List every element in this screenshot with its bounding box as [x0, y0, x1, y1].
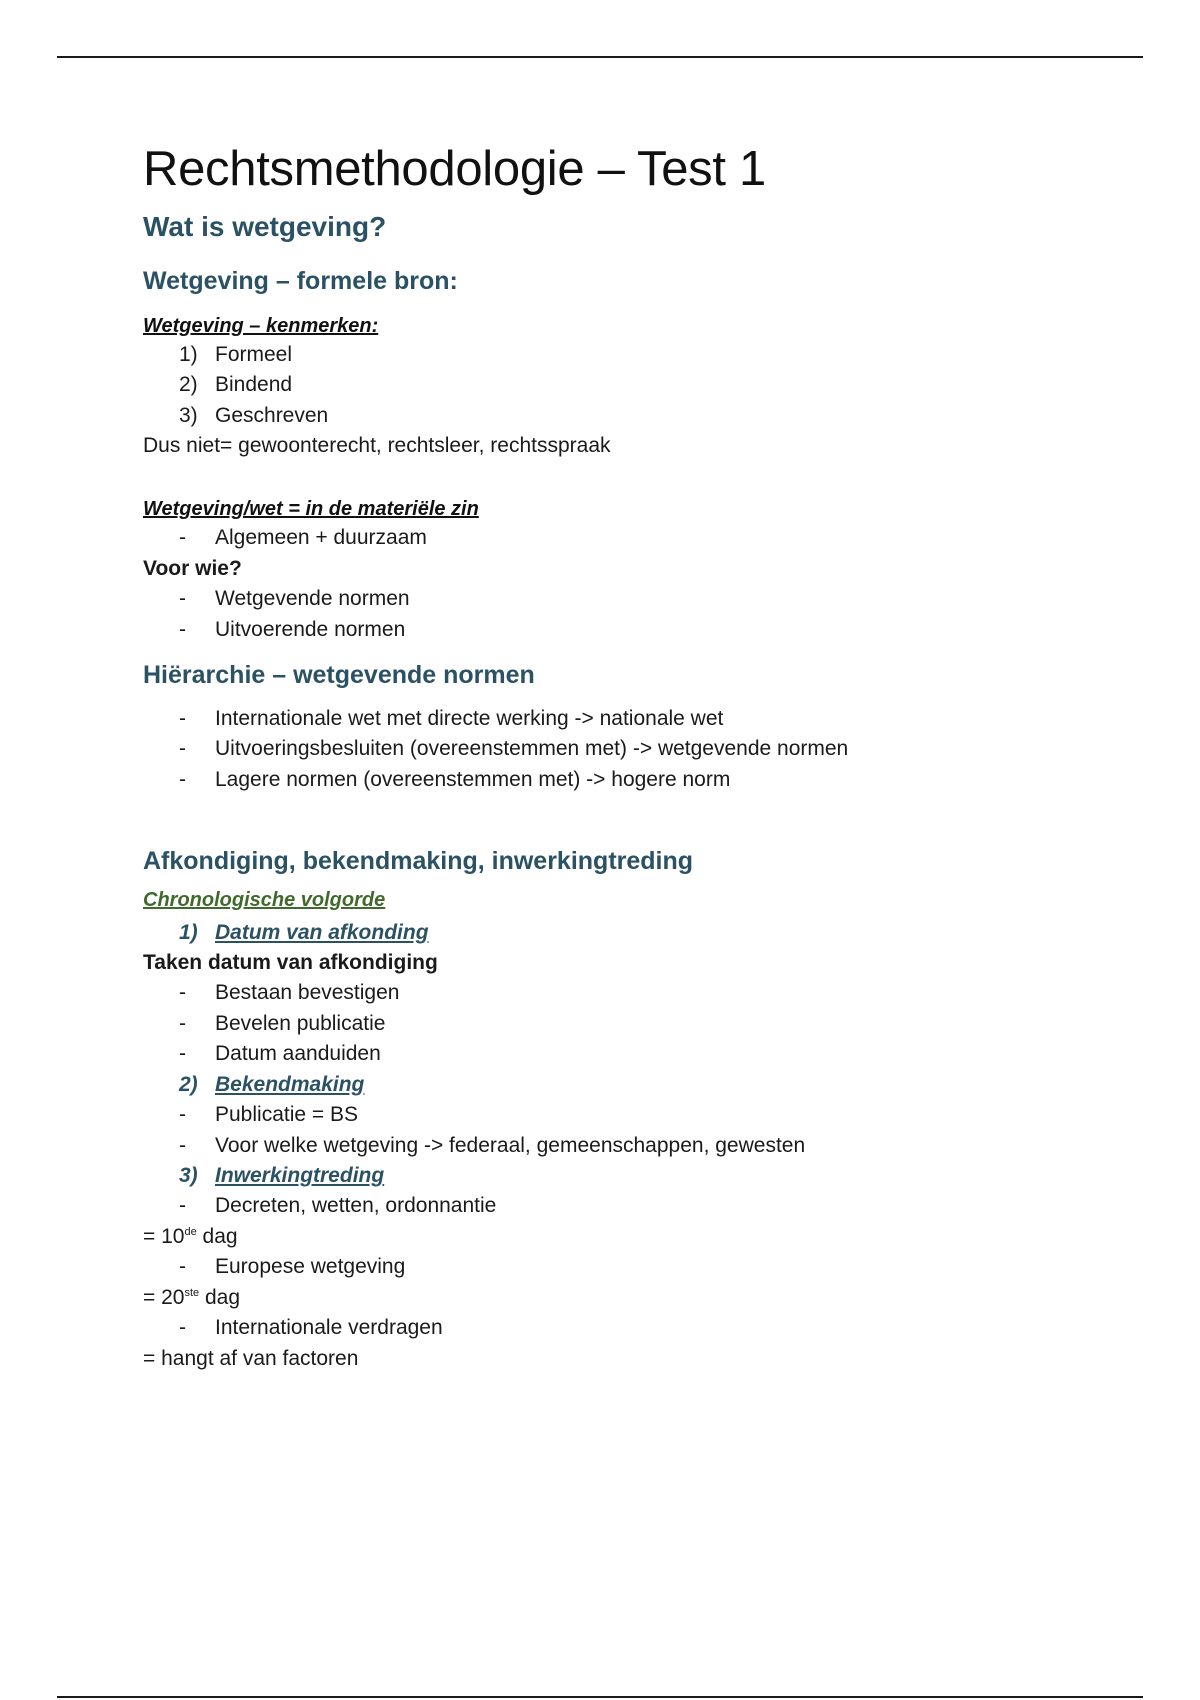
step-number: 2) [179, 1072, 198, 1096]
dash-marker: - [179, 706, 186, 730]
list-item: 3) Geschreven [143, 401, 1143, 431]
dash-marker: - [179, 1103, 186, 1127]
taken-label: Taken datum van afkondiging [143, 950, 438, 974]
list-item: - Decreten, wetten, ordonnantie [143, 1191, 1143, 1221]
list-item: - Internationale wet met directe werking -> nationale wet [143, 704, 1143, 734]
list-item: - Internationale verdragen [143, 1313, 1143, 1343]
dash-marker: - [179, 587, 186, 611]
step-2: 2) Bekendmaking [143, 1070, 1143, 1100]
dash-marker: - [179, 1316, 186, 1340]
heading-afkondiging: Afkondiging, bekendmaking, inwerkingtreding [143, 847, 694, 875]
list-item: - Uitvoerende normen [143, 615, 1143, 645]
dash-marker: - [179, 1011, 186, 1035]
step-1: 1) Datum van afkonding [143, 918, 1143, 948]
list-item: - Bevelen publicatie [143, 1009, 1143, 1039]
list-item: - Wetgevende normen [143, 584, 1143, 614]
day-20-text: = 20ste dag [143, 1285, 241, 1309]
dash-marker: - [179, 1042, 186, 1066]
kenmerken-label: Wetgeving – kenmerken: [143, 314, 379, 337]
list-item: - Europese wetgeving [143, 1252, 1143, 1282]
list-item: 1) Formeel [143, 340, 1143, 370]
dash-marker: - [179, 1194, 186, 1218]
step-3: 3) Inwerkingtreding [143, 1161, 1143, 1191]
list-item: - Voor welke wetgeving -> federaal, gemeenschappen, gewesten [143, 1131, 1143, 1161]
document-body [143, 140, 1143, 1374]
page-title: Rechtsmethodologie – Test 1 [143, 142, 766, 196]
bottom-rule [57, 1696, 1143, 1698]
hangt-af-text: = hangt af van factoren [143, 1346, 359, 1370]
list-number: 3) [179, 403, 198, 427]
dash-marker: - [179, 737, 186, 761]
dash-marker: - [179, 1133, 186, 1157]
chrono-label: Chronologische volgorde [143, 888, 386, 911]
list-number: 1) [179, 342, 198, 366]
heading-formele-bron: Wetgeving – formele bron: [143, 267, 458, 296]
heading-wat-is-wetgeving: Wat is wetgeving? [143, 210, 387, 242]
materieel-label: Wetgeving/wet = in de materiële zin [143, 498, 479, 521]
top-rule [57, 56, 1143, 58]
list-number: 2) [179, 373, 198, 397]
dash-marker: - [179, 1255, 186, 1279]
list-item: - Bestaan bevestigen [143, 978, 1143, 1008]
list-item: - Publicatie = BS [143, 1100, 1143, 1130]
list-item: - Datum aanduiden [143, 1039, 1143, 1069]
heading-hierarchie: Hiërarchie – wetgevende normen [143, 661, 535, 690]
step-number: 3) [179, 1164, 198, 1187]
dash-marker: - [179, 617, 186, 641]
dus-niet-text: Dus niet= gewoonterecht, rechtsleer, rechtsspraak [143, 434, 611, 457]
dash-marker: - [179, 526, 186, 550]
dash-marker: - [179, 981, 186, 1005]
list-item: - Lagere normen (overeenstemmen met) -> hogere norm [143, 765, 1143, 795]
dash-marker: - [179, 767, 186, 791]
day-10-text: = 10de dag [143, 1224, 238, 1248]
list-item: - Uitvoeringsbesluiten (overeenstemmen met) -> wetgevende normen [143, 734, 1143, 764]
step-number: 1) [179, 920, 198, 944]
list-item: 2) Bindend [143, 370, 1143, 400]
voor-wie-label: Voor wie? [143, 556, 242, 580]
list-item: - Algemeen + duurzaam [143, 523, 1143, 553]
